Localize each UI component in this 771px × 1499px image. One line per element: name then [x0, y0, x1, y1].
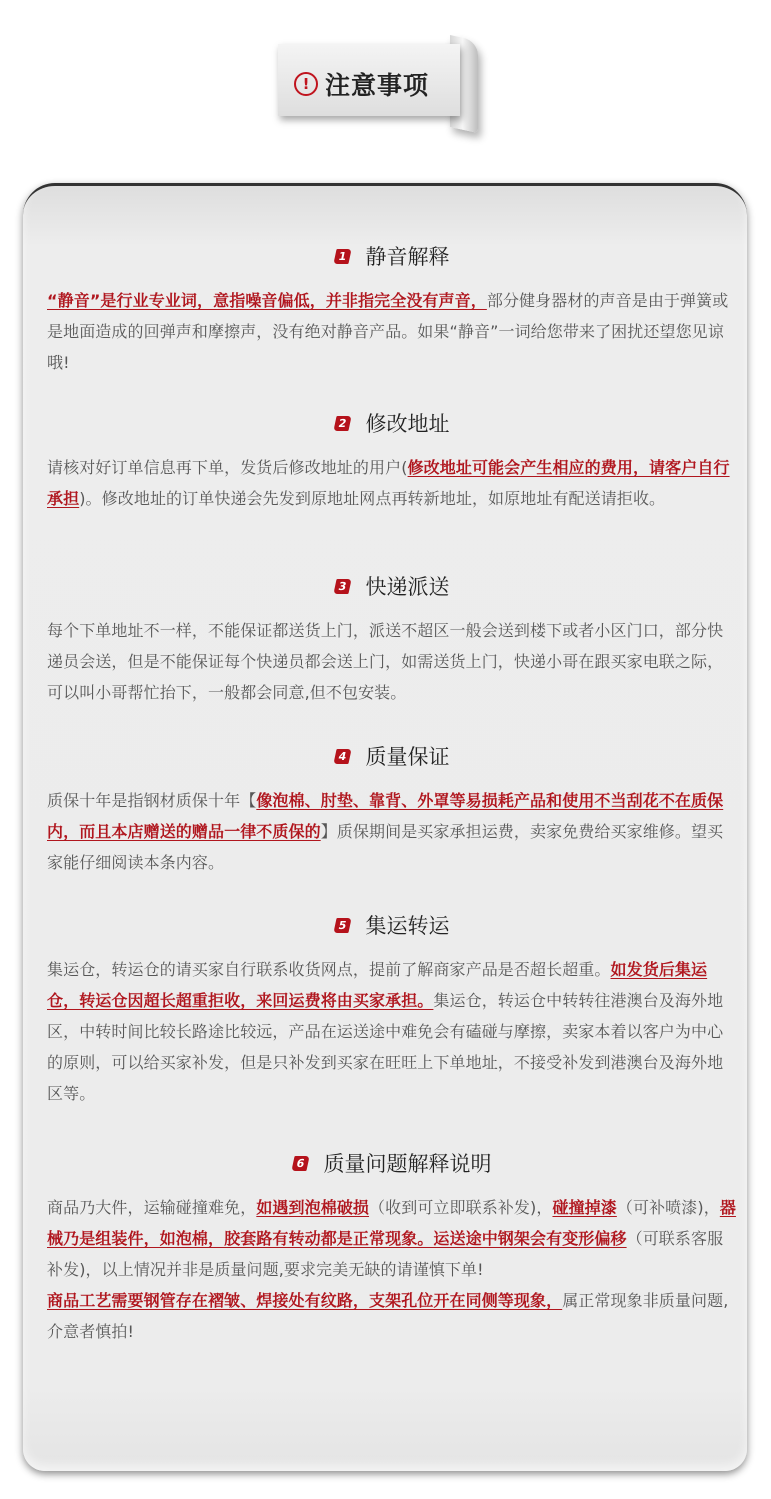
section-4	[47, 741, 737, 878]
section-heading	[47, 408, 737, 438]
body-text: 集运仓，转运仓的请买家自行联系收货网点，提前了解商家产品是否超长超重。	[47, 960, 611, 979]
page-title: 注意事项	[325, 71, 430, 100]
tag-body	[278, 44, 460, 116]
body-text: 请核对好订单信息再下单，发货后修改地址的用户(	[47, 458, 408, 477]
section-paragraph	[47, 285, 737, 378]
section-title: 集运转运	[365, 914, 450, 938]
section-paragraph	[47, 1192, 737, 1285]
section-3	[47, 571, 737, 708]
body-text: 商品乃大件，运输碰撞难免，	[47, 1198, 257, 1217]
section-heading	[47, 910, 737, 940]
highlight-text: 碰撞掉漆	[552, 1198, 617, 1217]
section-number-badge: 5	[333, 918, 351, 933]
highlight-text: 商品工艺需要钢管存在褶皱、焊接处有纹路，支架孔位开在同侧等现象，	[47, 1291, 563, 1310]
section-number-badge: 4	[333, 749, 351, 764]
body-text: 质保十年是指钢材质保十年【	[47, 791, 257, 810]
section-paragraph	[47, 452, 737, 514]
body-text: )。修改地址的订单快递会先发到原地址网点再转新地址，如原地址有配送请拒收。	[79, 489, 666, 508]
section-paragraph	[47, 785, 737, 878]
notice-tag	[278, 38, 493, 138]
section-title: 修改地址	[365, 412, 450, 436]
section-1	[47, 241, 737, 378]
highlight-text: 像泡棉、肘垫、靠背、外罩等易损耗产品和使用不当刮花不在质保内，而且本店赠送的赠品一律不质保的	[47, 791, 724, 841]
highlight-text: 器械乃是组装件，如泡棉，胶套路有转动都是正常现象。运送途中钢架会有变形偏移	[47, 1198, 736, 1248]
section-number-badge: 1	[333, 249, 351, 264]
highlight-text: “静音”是行业专业词，意指噪音偏低，并非指完全没有声音，	[47, 291, 487, 310]
section-heading	[47, 241, 737, 271]
section-number-badge: 3	[333, 579, 351, 594]
section-5	[47, 910, 737, 1109]
section-title: 质量问题解释说明	[323, 1152, 492, 1176]
section-title: 快递派送	[365, 575, 450, 599]
section-heading	[47, 571, 737, 601]
highlight-text: 修改地址可能会产生相应的费用，请客户自行承担	[47, 458, 730, 508]
exclamation-circle-icon: !	[294, 72, 318, 96]
section-paragraph	[47, 954, 737, 1109]
section-paragraph	[47, 1285, 737, 1347]
section-2	[47, 408, 737, 514]
section-heading	[47, 741, 737, 771]
section-number-badge: 2	[333, 416, 351, 431]
highlight-text: 如发货后集运仓，转运仓因超长超重拒收，来回运费将由买家承担。	[47, 960, 708, 1010]
body-text: 部分健身器材的声音是由于弹簧或是地面造成的回弹声和摩擦声，没有绝对静音产品。如果“静音”一词给您带来了困扰还望您见谅哦!	[47, 291, 729, 372]
section-6	[47, 1148, 737, 1347]
section-title: 质量保证	[365, 745, 450, 769]
body-text: 】质保期间是买家承担运费，卖家免费给买家维修。望买家能仔细阅读本条内容。	[47, 822, 724, 872]
body-text: 集运仓，转运仓中转转往港澳台及海外地区，中转时间比较长路途比较远，产品在运送途中难免会有磕碰与摩擦，卖家本着以客户为中心的原则，可以给买家补发，但是只补发到买家在旺旺上下单地址，不接受补发到港澳台及海外地区等。	[47, 991, 724, 1103]
notice-card	[23, 183, 747, 1471]
body-text: （可补喷漆)，	[616, 1198, 720, 1217]
body-text: （可联系客服补发)，以上情况并非是质量问题,要求完美无缺的请谨慎下单!	[47, 1229, 724, 1279]
section-heading	[47, 1148, 737, 1178]
body-text: 属正常现象非质量问题,介意者慎拍!	[47, 1291, 729, 1341]
body-text: （收到可立即联系补发)，	[369, 1198, 553, 1217]
section-number-badge: 6	[291, 1156, 309, 1171]
highlight-text: 如遇到泡棉破损	[256, 1198, 370, 1217]
section-paragraph	[47, 615, 737, 708]
section-title: 静音解释	[365, 245, 450, 269]
body-text: 每个下单地址不一样，不能保证都送货上门，派送不超区一般会送到楼下或者小区门口，部分快递员会送，但是不能保证每个快递员都会送上门，如需送货上门，快递小哥在跟买家电联之际，可以叫小哥帮忙抬下，一般都会同意,但不包安装。	[47, 621, 724, 702]
